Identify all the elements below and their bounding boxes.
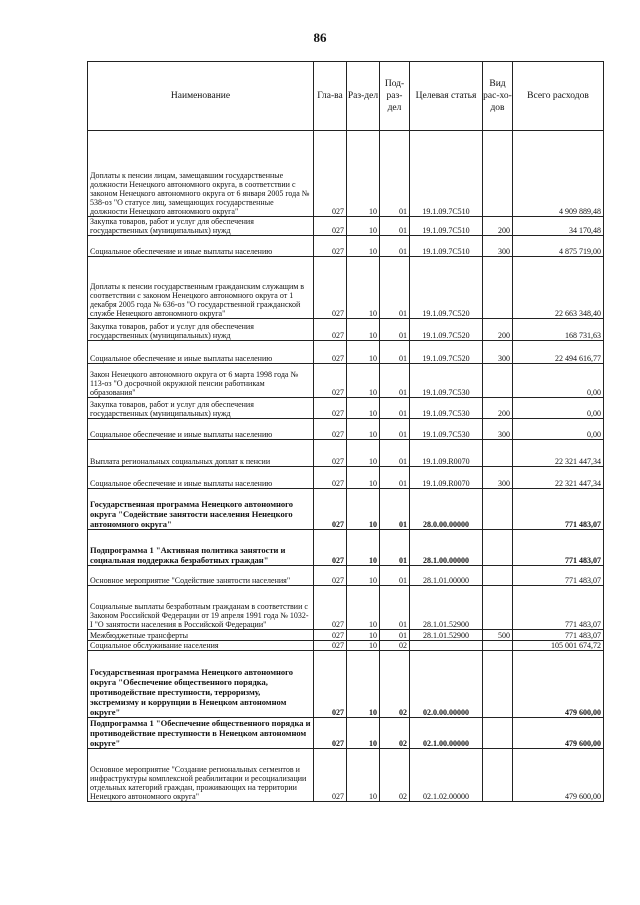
row-target: 19.1.09.7С510 bbox=[410, 217, 483, 236]
table-header-row bbox=[88, 62, 604, 131]
table-row bbox=[88, 217, 604, 236]
table-row bbox=[88, 319, 604, 341]
row-podrazdel: 01 bbox=[380, 236, 410, 257]
table-row bbox=[88, 651, 604, 718]
row-name: Социальное обеспечение и иные выплаты населению bbox=[88, 419, 314, 440]
row-name: Выплата региональных социальных доплат к пенсии bbox=[88, 440, 314, 467]
row-total: 479 600,00 bbox=[513, 718, 604, 749]
row-name: Закупка товаров, работ и услуг для обеспечения государственных (муниципальных) нужд bbox=[88, 398, 314, 419]
row-target: 19.1.09.R0070 bbox=[410, 467, 483, 489]
row-razdel: 10 bbox=[347, 236, 380, 257]
table-row bbox=[88, 530, 604, 566]
row-name: Доплаты к пенсии государственным гражданским служащим в соответствии с законом Ненецкого автономного округа от 1 декабря 2005 года № 636-оз "О государственной гражданской службе Ненецкого автономного округа" bbox=[88, 257, 314, 319]
row-total: 771 483,07 bbox=[513, 586, 604, 630]
row-razdel: 10 bbox=[347, 131, 380, 217]
table-row bbox=[88, 749, 604, 802]
row-razdel: 10 bbox=[347, 630, 380, 641]
row-razdel: 10 bbox=[347, 440, 380, 467]
row-podrazdel: 01 bbox=[380, 257, 410, 319]
row-vid bbox=[483, 530, 513, 566]
table-row bbox=[88, 489, 604, 530]
table-row bbox=[88, 641, 604, 651]
row-razdel: 10 bbox=[347, 718, 380, 749]
row-name: Основное мероприятие "Создание региональных сегментов и инфраструктуры комплексной реабилитации и ресоциализации отдельных категорий граждан, проживающих на территории Ненецкого автономного округа" bbox=[88, 749, 314, 802]
row-razdel: 10 bbox=[347, 319, 380, 341]
row-target: 19.1.09.7С530 bbox=[410, 398, 483, 419]
row-vid bbox=[483, 440, 513, 467]
row-glava: 027 bbox=[314, 440, 347, 467]
row-name: Подпрограмма 1 "Обеспечение общественного порядка и противодействие преступности в Ненецком автономном округе" bbox=[88, 718, 314, 749]
row-target: 19.1.09.7С530 bbox=[410, 364, 483, 398]
row-name: Социальное обеспечение и иные выплаты населению bbox=[88, 467, 314, 489]
table-row bbox=[88, 718, 604, 749]
header-total: Всего расходов bbox=[513, 62, 604, 131]
row-vid: 200 bbox=[483, 319, 513, 341]
row-razdel: 10 bbox=[347, 419, 380, 440]
row-razdel: 10 bbox=[347, 586, 380, 630]
row-podrazdel: 01 bbox=[380, 131, 410, 217]
header-name: Наименование bbox=[88, 62, 314, 131]
table-row bbox=[88, 131, 604, 217]
row-target: 28.1.01.52900 bbox=[410, 586, 483, 630]
row-total: 0,00 bbox=[513, 398, 604, 419]
row-total: 771 483,07 bbox=[513, 566, 604, 586]
page-number: 86 bbox=[313, 30, 327, 45]
row-podrazdel: 01 bbox=[380, 586, 410, 630]
row-total: 22 494 616,77 bbox=[513, 341, 604, 364]
row-podrazdel: 01 bbox=[380, 489, 410, 530]
row-total: 4 909 889,48 bbox=[513, 131, 604, 217]
row-total: 479 600,00 bbox=[513, 749, 604, 802]
row-glava: 027 bbox=[314, 217, 347, 236]
header-razdel: Раз-дел bbox=[347, 62, 380, 131]
header-vid: Вид рас-хо-дов bbox=[483, 62, 513, 131]
header-target: Целевая статья bbox=[410, 62, 483, 131]
row-target: 19.1.09.7С530 bbox=[410, 419, 483, 440]
table-row bbox=[88, 364, 604, 398]
row-vid: 300 bbox=[483, 467, 513, 489]
row-glava: 027 bbox=[314, 419, 347, 440]
row-glava: 027 bbox=[314, 651, 347, 718]
row-name: Подпрограмма 1 "Активная политика занятости и социальная поддержка безработных граждан" bbox=[88, 530, 314, 566]
row-glava: 027 bbox=[314, 398, 347, 419]
row-glava: 027 bbox=[314, 749, 347, 802]
row-glava: 027 bbox=[314, 586, 347, 630]
row-target: 02.0.00.00000 bbox=[410, 651, 483, 718]
row-vid: 200 bbox=[483, 398, 513, 419]
row-glava: 027 bbox=[314, 489, 347, 530]
row-podrazdel: 01 bbox=[380, 630, 410, 641]
row-podrazdel: 01 bbox=[380, 217, 410, 236]
row-total: 22 321 447,34 bbox=[513, 467, 604, 489]
row-name: Государственная программа Ненецкого автономного округа "Содействие занятости населения Ненецкого автономного округа" bbox=[88, 489, 314, 530]
row-vid bbox=[483, 586, 513, 630]
row-vid: 300 bbox=[483, 341, 513, 364]
table-row bbox=[88, 630, 604, 641]
row-razdel: 10 bbox=[347, 566, 380, 586]
table-row bbox=[88, 236, 604, 257]
row-name: Социальные выплаты безработным гражданам в соответствии с Законом Российской Федерации от 19 апреля 1991 года № 1032-I "О занятости населения в Российской Федерации" bbox=[88, 586, 314, 630]
row-vid bbox=[483, 718, 513, 749]
row-total: 22 663 348,40 bbox=[513, 257, 604, 319]
row-target: 19.1.09.R0070 bbox=[410, 440, 483, 467]
row-total: 771 483,07 bbox=[513, 530, 604, 566]
row-vid bbox=[483, 364, 513, 398]
row-target: 28.0.00.00000 bbox=[410, 489, 483, 530]
row-vid bbox=[483, 651, 513, 718]
row-podrazdel: 02 bbox=[380, 749, 410, 802]
row-total: 34 170,48 bbox=[513, 217, 604, 236]
row-vid: 300 bbox=[483, 419, 513, 440]
row-vid bbox=[483, 641, 513, 651]
table-row bbox=[88, 440, 604, 467]
budget-table bbox=[87, 61, 604, 802]
row-razdel: 10 bbox=[347, 530, 380, 566]
row-glava: 027 bbox=[314, 364, 347, 398]
row-name: Закупка товаров, работ и услуг для обеспечения государственных (муниципальных) нужд bbox=[88, 319, 314, 341]
row-target bbox=[410, 641, 483, 651]
row-glava: 027 bbox=[314, 236, 347, 257]
row-target: 02.1.02.00000 bbox=[410, 749, 483, 802]
row-target: 28.1.00.00000 bbox=[410, 530, 483, 566]
row-vid bbox=[483, 749, 513, 802]
table-row bbox=[88, 419, 604, 440]
row-razdel: 10 bbox=[347, 651, 380, 718]
row-target: 28.1.01.52900 bbox=[410, 630, 483, 641]
row-razdel: 10 bbox=[347, 364, 380, 398]
row-total: 771 483,07 bbox=[513, 630, 604, 641]
row-target: 19.1.09.7С520 bbox=[410, 341, 483, 364]
table-row bbox=[88, 398, 604, 419]
row-name: Закупка товаров, работ и услуг для обеспечения государственных (муниципальных) нужд bbox=[88, 217, 314, 236]
row-name: Доплаты к пенсии лицам, замещавшим государственные должности Ненецкого автономного округа, в соответствии с законом Ненецкого автономного округа от 6 января 2005 года № 538-оз "О статусе лиц, замещающих государственные должности Ненецкого автономного округа" bbox=[88, 131, 314, 217]
row-vid bbox=[483, 257, 513, 319]
row-vid: 500 bbox=[483, 630, 513, 641]
row-podrazdel: 01 bbox=[380, 467, 410, 489]
row-target: 02.1.00.00000 bbox=[410, 718, 483, 749]
row-razdel: 10 bbox=[347, 257, 380, 319]
row-total: 771 483,07 bbox=[513, 489, 604, 530]
row-total: 105 001 674,72 bbox=[513, 641, 604, 651]
row-target: 19.1.09.7С510 bbox=[410, 236, 483, 257]
row-glava: 027 bbox=[314, 530, 347, 566]
row-podrazdel: 01 bbox=[380, 530, 410, 566]
row-target: 19.1.09.7С520 bbox=[410, 319, 483, 341]
header-podrazdel: Под-раз-дел bbox=[380, 62, 410, 131]
row-podrazdel: 01 bbox=[380, 440, 410, 467]
row-razdel: 10 bbox=[347, 641, 380, 651]
row-name: Межбюджетные трансферты bbox=[88, 630, 314, 641]
row-name: Социальное обеспечение и иные выплаты населению bbox=[88, 341, 314, 364]
row-razdel: 10 bbox=[347, 489, 380, 530]
row-razdel: 10 bbox=[347, 341, 380, 364]
row-name: Основное мероприятие "Содействие занятости населения" bbox=[88, 566, 314, 586]
row-vid: 200 bbox=[483, 217, 513, 236]
row-razdel: 10 bbox=[347, 398, 380, 419]
row-glava: 027 bbox=[314, 257, 347, 319]
row-podrazdel: 02 bbox=[380, 651, 410, 718]
table-row bbox=[88, 586, 604, 630]
row-total: 479 600,00 bbox=[513, 651, 604, 718]
row-glava: 027 bbox=[314, 718, 347, 749]
row-podrazdel: 01 bbox=[380, 398, 410, 419]
row-name: Закон Ненецкого автономного округа от 6 марта 1998 года № 113-оз "О досрочной окружной пенсии работникам образования" bbox=[88, 364, 314, 398]
row-podrazdel: 01 bbox=[380, 364, 410, 398]
table-row bbox=[88, 341, 604, 364]
row-glava: 027 bbox=[314, 566, 347, 586]
row-glava: 027 bbox=[314, 630, 347, 641]
row-razdel: 10 bbox=[347, 467, 380, 489]
row-podrazdel: 01 bbox=[380, 319, 410, 341]
row-vid bbox=[483, 489, 513, 530]
table-row bbox=[88, 257, 604, 319]
table-row bbox=[88, 467, 604, 489]
row-podrazdel: 02 bbox=[380, 718, 410, 749]
row-glava: 027 bbox=[314, 467, 347, 489]
row-total: 0,00 bbox=[513, 419, 604, 440]
row-target: 28.1.01.00000 bbox=[410, 566, 483, 586]
row-name: Социальное обслуживание населения bbox=[88, 641, 314, 651]
row-total: 22 321 447,34 bbox=[513, 440, 604, 467]
row-glava: 027 bbox=[314, 319, 347, 341]
row-podrazdel: 01 bbox=[380, 566, 410, 586]
row-vid bbox=[483, 131, 513, 217]
row-name: Социальное обеспечение и иные выплаты населению bbox=[88, 236, 314, 257]
row-glava: 027 bbox=[314, 641, 347, 651]
row-glava: 027 bbox=[314, 131, 347, 217]
row-podrazdel: 02 bbox=[380, 641, 410, 651]
row-glava: 027 bbox=[314, 341, 347, 364]
row-podrazdel: 01 bbox=[380, 341, 410, 364]
row-vid: 300 bbox=[483, 236, 513, 257]
table-body bbox=[88, 131, 604, 802]
row-vid bbox=[483, 566, 513, 586]
row-total: 168 731,63 bbox=[513, 319, 604, 341]
row-razdel: 10 bbox=[347, 217, 380, 236]
row-target: 19.1.09.7С510 bbox=[410, 131, 483, 217]
row-razdel: 10 bbox=[347, 749, 380, 802]
row-total: 4 875 719,00 bbox=[513, 236, 604, 257]
table-row bbox=[88, 566, 604, 586]
row-name: Государственная программа Ненецкого автономного округа "Обеспечение общественного порядка, противодействие преступности, терроризму, экстремизму и коррупции в Ненецком автономном округе" bbox=[88, 651, 314, 718]
header-glava: Гла-ва bbox=[314, 62, 347, 131]
row-total: 0,00 bbox=[513, 364, 604, 398]
row-target: 19.1.09.7С520 bbox=[410, 257, 483, 319]
row-podrazdel: 01 bbox=[380, 419, 410, 440]
